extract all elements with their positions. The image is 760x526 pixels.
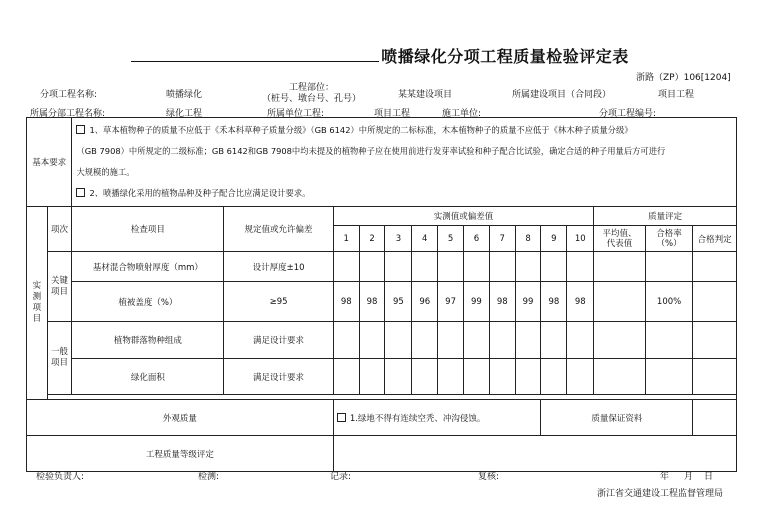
review-label: 复核:: [478, 472, 500, 482]
grade-row: [27, 436, 737, 472]
avg-cell: [594, 359, 646, 395]
value-cell: 98: [359, 282, 385, 322]
value-cell: [515, 252, 541, 282]
col-header-4: 4: [412, 226, 438, 252]
location-value: 某某建设项目: [398, 90, 453, 100]
division-value: 绿化工程: [166, 109, 203, 119]
basic-label: 基本要求: [27, 118, 72, 207]
avg-cell: [594, 252, 646, 282]
check-item: 植物群落物种组成: [72, 322, 224, 359]
quality-header: 质量评定: [594, 207, 737, 226]
col-header-1: 1: [333, 226, 359, 252]
location-sub: （桩号、墩台号、孔号）: [262, 94, 362, 104]
rate-cell: [645, 359, 693, 395]
rate-cell: [645, 252, 693, 282]
checkbox-icon[interactable]: [76, 125, 85, 134]
year-label: 年: [660, 472, 670, 482]
value-cell: 99: [515, 282, 541, 322]
sub-project-label: 分项工程名称:: [40, 90, 98, 100]
value-cell: [385, 252, 412, 282]
value-cell: [438, 359, 464, 395]
rate-cell: 100%: [645, 282, 693, 322]
basic-requirements-row: [27, 118, 737, 207]
organization: 浙江省交通建设工程监督管理局: [597, 489, 724, 499]
col-header-2: 2: [359, 226, 385, 252]
grade-value: [333, 436, 736, 472]
value-cell: [567, 252, 594, 282]
rate-cell: [645, 322, 693, 359]
value-cell: [541, 359, 567, 395]
table-row: [27, 322, 737, 359]
appearance-label: 外观质量: [27, 400, 334, 436]
value-cell: [385, 322, 412, 359]
col-header-5: 5: [438, 226, 464, 252]
col-header-10: 10: [567, 226, 594, 252]
spec-header: 规定值或允许偏差: [224, 207, 334, 252]
table-row: [27, 282, 737, 322]
value-cell: 95: [385, 282, 412, 322]
unit-label: 所属单位工程:: [267, 109, 325, 119]
req1-line3: 大规模的施工。: [76, 167, 135, 177]
value-cell: [489, 359, 515, 395]
value-cell: 98: [333, 282, 359, 322]
appearance-text: 1.绿地不得有连续空秃、冲沟侵蚀。: [333, 400, 541, 436]
pass-rate-header: 合格率（%）: [645, 226, 693, 252]
value-cell: [333, 252, 359, 282]
value-cell: [463, 322, 489, 359]
spec-value: ≥95: [224, 282, 334, 322]
spec-value: 满足设计要求: [224, 359, 334, 395]
value-cell: [567, 359, 594, 395]
avg-cell: [594, 282, 646, 322]
unit-value: 项目工程: [374, 109, 411, 119]
requirement-1: [76, 120, 732, 141]
judge-header: 合格判定: [693, 226, 737, 252]
header-row-1: [27, 207, 737, 226]
check-item: 植被盖度（%）: [72, 282, 224, 322]
value-cell: [412, 359, 438, 395]
value-cell: [359, 359, 385, 395]
table-row: [27, 359, 737, 395]
spec-value: 满足设计要求: [224, 322, 334, 359]
judge-cell: [693, 252, 737, 282]
check-item: 基材混合物喷射厚度（mm）: [72, 252, 224, 282]
value-cell: [489, 322, 515, 359]
general-group-label: 一般项目: [47, 322, 72, 395]
value-cell: [359, 252, 385, 282]
checkbox-icon[interactable]: [76, 188, 85, 197]
value-cell: 98: [567, 282, 594, 322]
key-group-label: 关键项目: [47, 252, 72, 322]
assurance-value: [693, 400, 737, 436]
measured-header: 实测值或偏差值: [333, 207, 593, 226]
requirement-2: [76, 183, 732, 204]
check-item-header: 检查项目: [72, 207, 224, 252]
judge-cell: [693, 282, 737, 322]
avg-cell: [594, 322, 646, 359]
judge-cell: [693, 322, 737, 359]
value-cell: [412, 322, 438, 359]
table-row: [27, 252, 737, 282]
value-cell: [359, 322, 385, 359]
location-label: 工程部位：: [289, 83, 335, 93]
value-cell: [567, 322, 594, 359]
avg-header: 平均值、代表值: [594, 226, 646, 252]
value-cell: [333, 322, 359, 359]
col-header-3: 3: [385, 226, 412, 252]
value-cell: [515, 322, 541, 359]
item-no-header: 项次: [47, 207, 72, 252]
page-title: [0, 44, 760, 67]
value-cell: [412, 252, 438, 282]
value-cell: [438, 252, 464, 282]
value-cell: [489, 252, 515, 282]
col-header-6: 6: [463, 226, 489, 252]
spec-value: 设计厚度±10: [224, 252, 334, 282]
grade-label: 工程质量等级评定: [27, 436, 334, 472]
basic-requirements: [72, 118, 737, 207]
inspection-table: [26, 117, 737, 472]
judge-cell: [693, 359, 737, 395]
value-cell: 98: [489, 282, 515, 322]
value-cell: [463, 252, 489, 282]
value-cell: [541, 252, 567, 282]
inspector-label: 检验负责人:: [36, 472, 85, 482]
test-label: 检测:: [198, 472, 220, 482]
value-cell: 98: [541, 282, 567, 322]
req1-line2: （GB 7908）中所规定的二级标准；GB 6142和GB 7908中均未提及的植物种子应在使用前进行发芽率试验和种子配合比试验，确定合适的种子用量后方可进行: [76, 146, 666, 156]
value-cell: 96: [412, 282, 438, 322]
record-label: 记录:: [330, 472, 352, 482]
month-label: 月: [684, 472, 694, 482]
item-no-label: 分项工程编号:: [599, 109, 657, 119]
value-cell: 99: [463, 282, 489, 322]
day-label: 日: [704, 472, 714, 482]
form-code: 浙路（ZP）106[1204]: [636, 73, 731, 83]
value-cell: 97: [438, 282, 464, 322]
value-cell: [515, 359, 541, 395]
req1-line1: 1、草本植物种子的质量不应低于《禾本科草种子质量分级》（GB 6142）中所规定的二标标准，木本植物种子的质量不应低于《林木种子质量分级》: [89, 125, 633, 135]
sub-project-value: 喷播绿化: [166, 90, 203, 100]
title-text: 喷播绿化分项工程质量检验评定表: [381, 47, 629, 66]
value-cell: [463, 359, 489, 395]
measured-items-label: 实测项目: [27, 207, 48, 400]
value-cell: [438, 322, 464, 359]
construction-value: 项目工程: [658, 90, 695, 100]
construction-label: 所属建设项目（合同段）: [512, 90, 612, 100]
col-header-8: 8: [515, 226, 541, 252]
value-cell: [385, 359, 412, 395]
value-cell: [333, 359, 359, 395]
assurance-label: 质量保证资料: [541, 400, 693, 436]
title-underline: [131, 49, 379, 62]
value-cell: [541, 322, 567, 359]
contractor-label: 施工单位:: [442, 109, 482, 119]
appearance-row: [27, 400, 737, 436]
col-header-9: 9: [541, 226, 567, 252]
division-label: 所属分部工程名称:: [30, 109, 106, 119]
checkbox-icon[interactable]: [337, 413, 346, 422]
req2-text: 2、喷播绿化采用的植物品种及种子配合比应满足设计要求。: [89, 188, 311, 198]
check-item: 绿化面积: [72, 359, 224, 395]
col-header-7: 7: [489, 226, 515, 252]
